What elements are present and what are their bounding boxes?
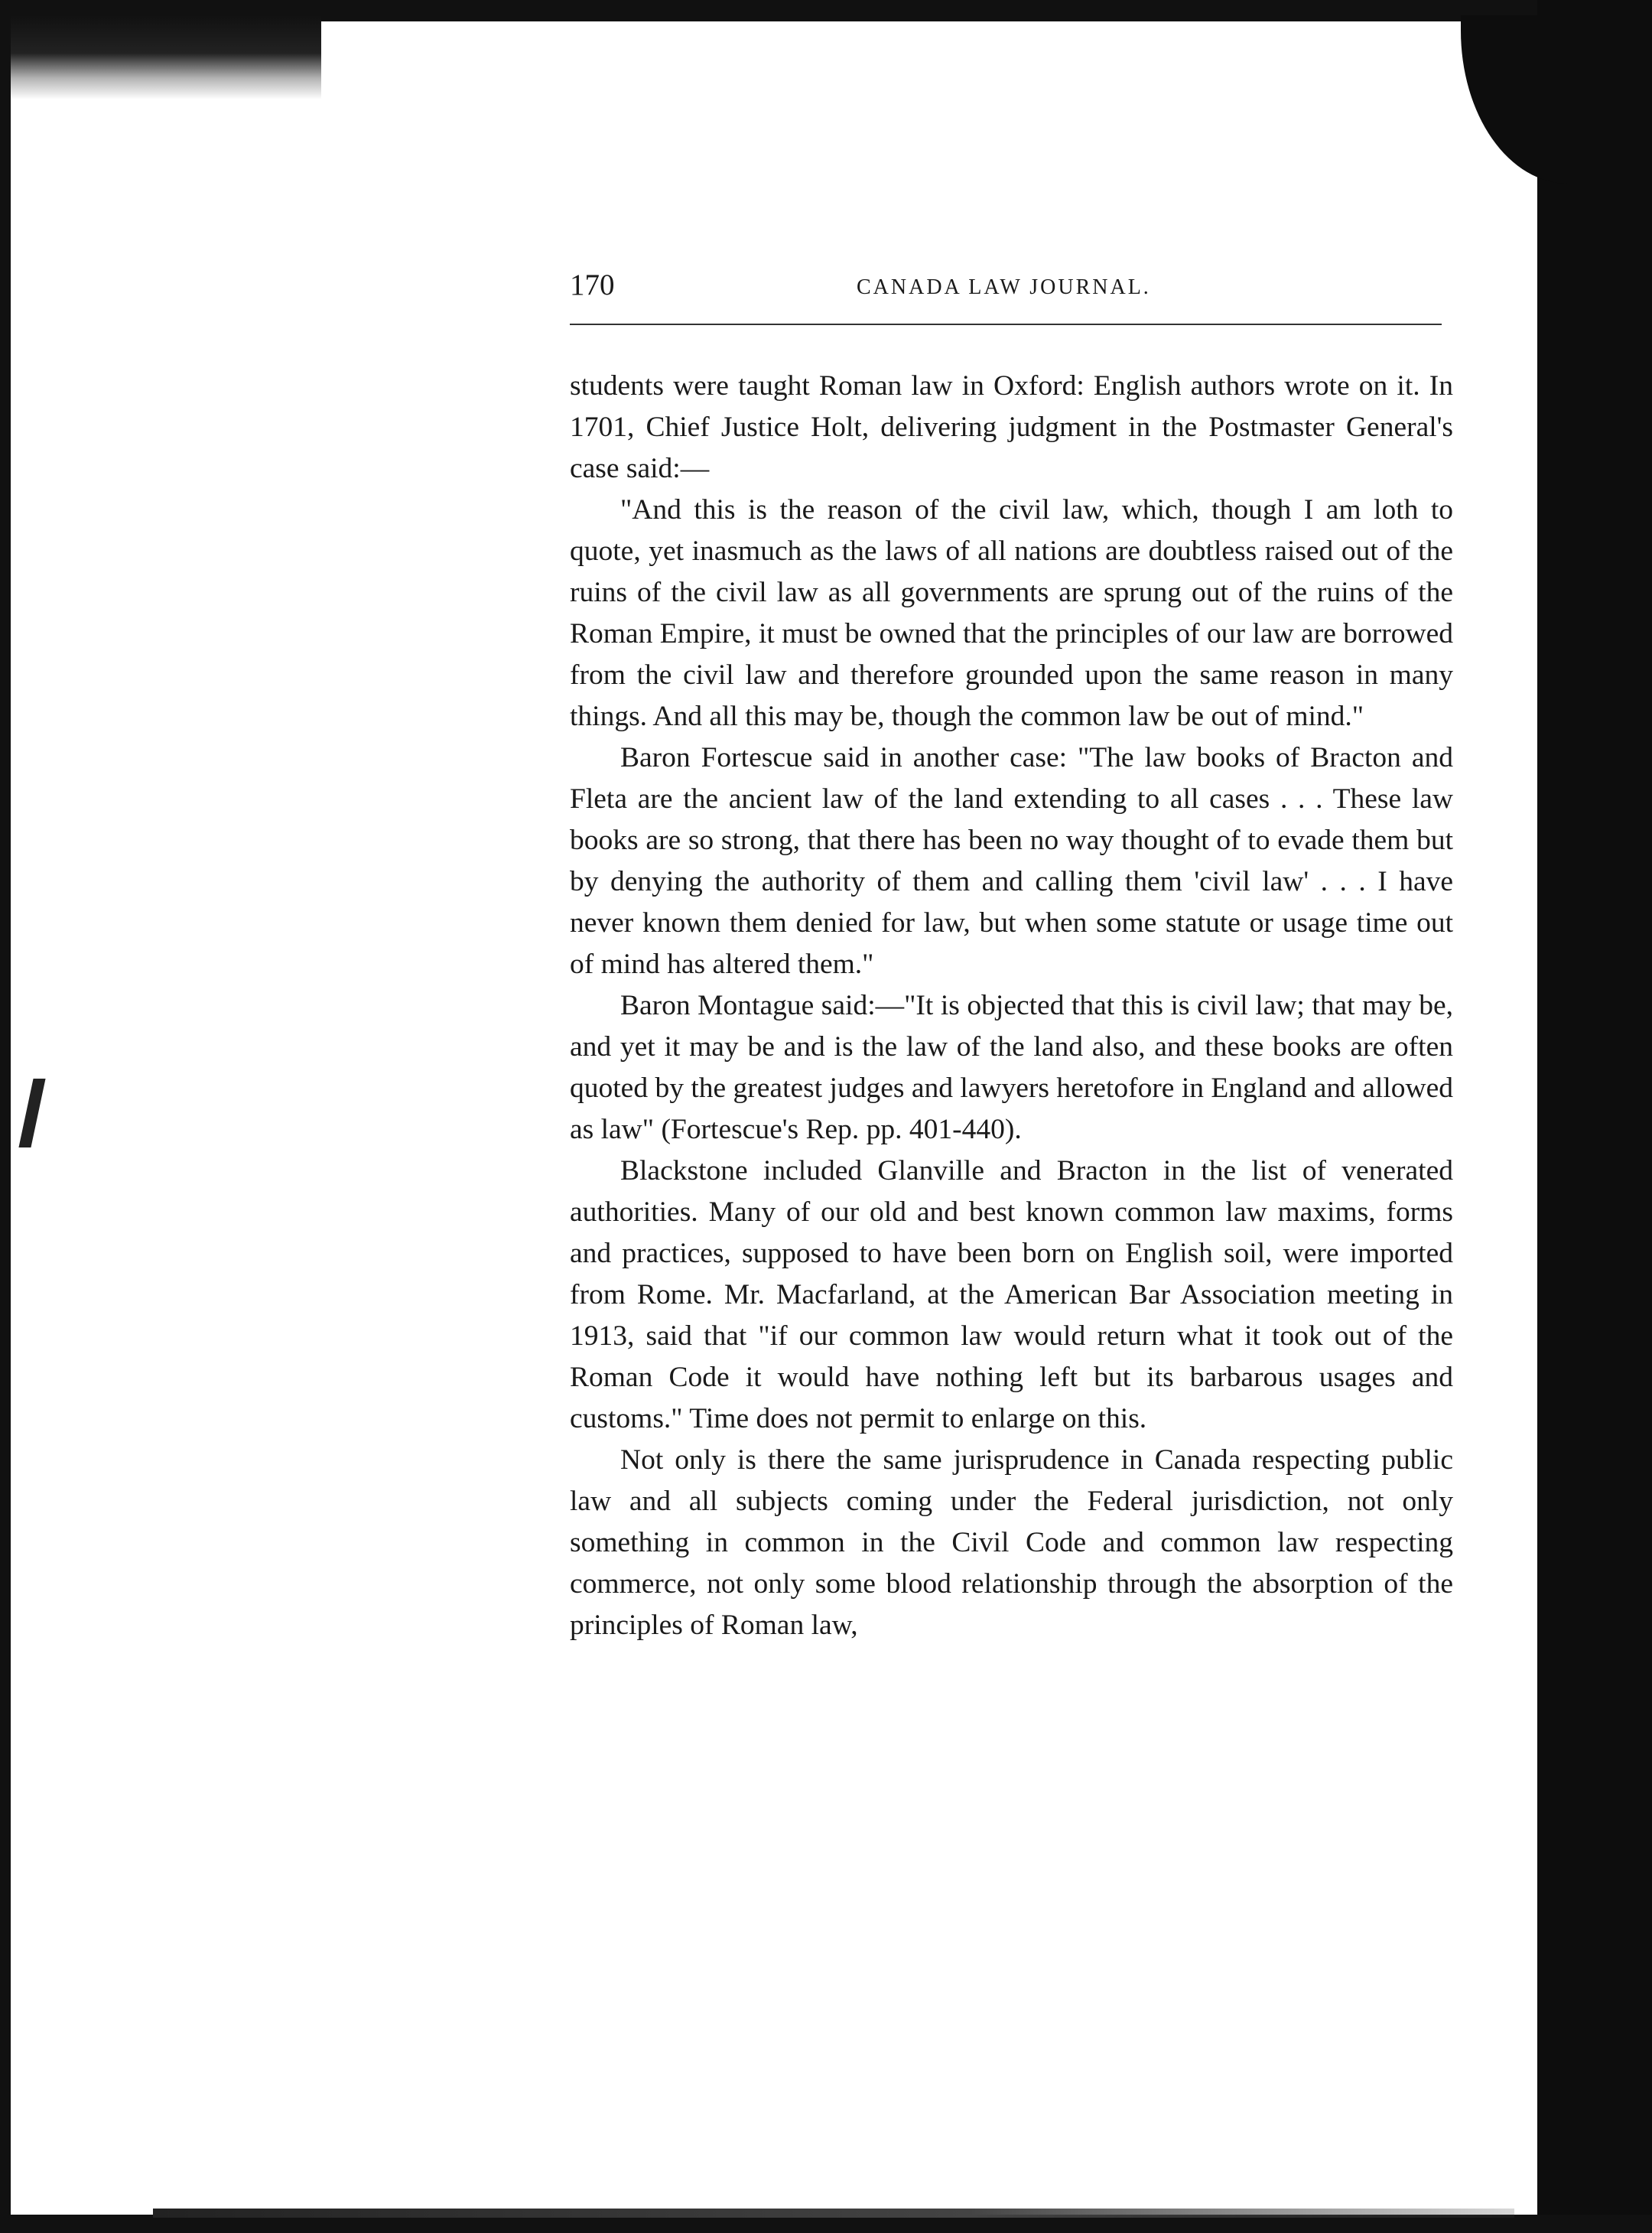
- paragraph: "And this is the reason of the civil law, which, though I am loth to quote, yet inasmuch as the laws of all nations are doubtless raised out of the ruins of the civil law as all governments are sprung out of the ruins of the Roman Empire, it must be owned that the principles of our law are borrowed from the civil law and therefore grounded upon the same reason in many things. And all this may be, though the common law be out of mind.": [570, 494, 1453, 732]
- scan-border-right: [1537, 0, 1652, 2233]
- paragraph: Blackstone included Glanville and Bracton in the list of venerated authorities. Many of our old and best known common law maxims, forms and practices, supposed to have been born on English soil, were imported from Rome. Mr. Macfarland, at the American Bar Association meeting in 1913, said that "if our common law would return what it took out of the Roman Code it would have nothing left but its barbarous usages and customs." Time does not permit to enlarge on this.: [570, 1155, 1453, 1434]
- book-page: [570, 260, 1453, 1646]
- page-body: [570, 366, 1453, 1646]
- scan-border-left: [0, 0, 11, 2233]
- paragraph: students were taught Roman law in Oxford: English authors wrote on it. In 1701, Chief Justice Holt, delivering judgment in the Postmaster General's case said:—: [570, 370, 1453, 484]
- scan-shadow-top-left: [0, 15, 321, 99]
- header-rule: [570, 324, 1442, 325]
- running-head: CANADA LAW JOURNAL.: [857, 275, 1151, 299]
- scan-page-curl: [1461, 15, 1568, 184]
- paragraph: Not only is there the same jurisprudence in Canada respecting public law and all subjects coming under the Federal jurisdiction, not only something in common in the Civil Code and common law respecting commerce, not only some blood relationship through the absorption of the principles of Roman law,: [570, 1444, 1453, 1641]
- paragraph: Baron Montague said:—"It is objected that this is civil law; that may be, and yet it may be and is the law of the land also, and these books are often quoted by the greatest judges and lawyers heretofore in England and allowed as law" (Fortescue's Rep. pp. 401-440).: [570, 990, 1453, 1145]
- paragraph: Baron Fortescue said in another case: "The law books of Bracton and Fleta are the ancient law of the land extending to all cases . . . These law books are so strong, that there has been no way thought of to evade them but by denying the authority of them and calling them 'civil law' . . . I have never known them denied for law, but when some statute or usage time out of mind has altered them.": [570, 742, 1453, 980]
- scan-shadow-bottom: [153, 2209, 1514, 2218]
- page-number: 170: [570, 269, 615, 301]
- page-header: [570, 260, 1453, 314]
- margin-mark: [18, 1079, 45, 1147]
